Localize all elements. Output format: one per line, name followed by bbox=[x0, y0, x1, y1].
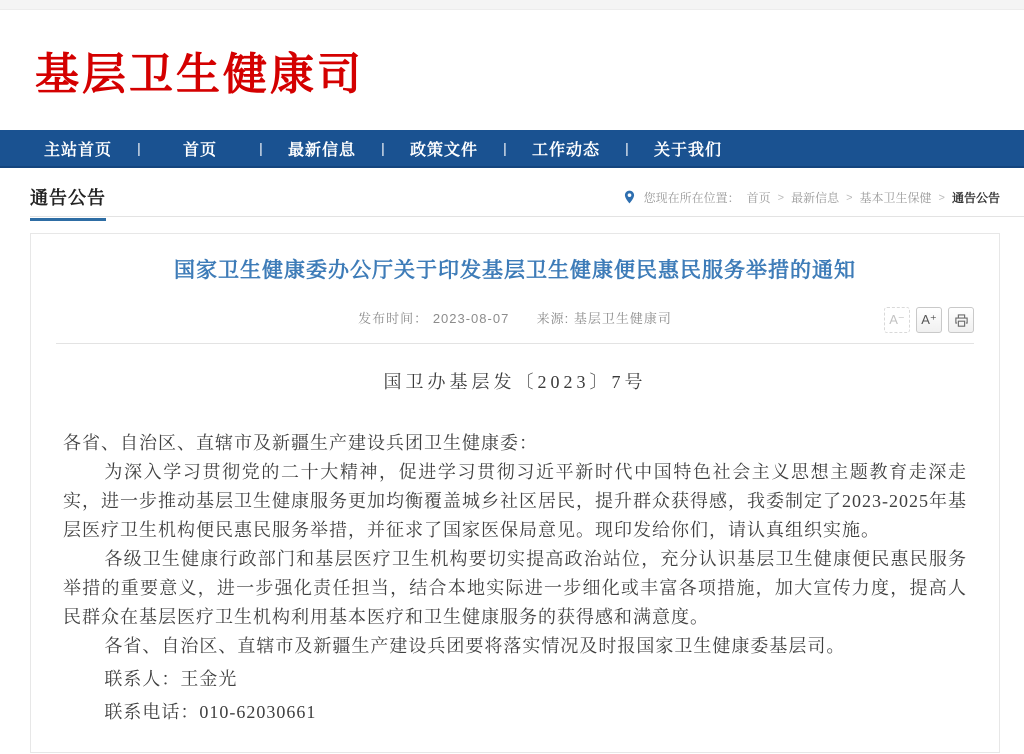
publish-time-value: 2023-08-07 bbox=[432, 311, 510, 326]
section-bar bbox=[30, 184, 1024, 217]
font-decrease-button[interactable]: A⁻ bbox=[884, 307, 910, 333]
breadcrumb-separator: > bbox=[938, 191, 945, 204]
article-header bbox=[56, 234, 974, 344]
paragraph-2: 各级卫生健康行政部门和基层医疗卫生机构要切实提高政治站位，充分认识基层卫生健康便民惠民服务举措的重要意义，进一步强化责任担当，结合本地实际进一步细化或丰富各项措施，加大宣传力度，提高人民群众在基层医疗卫生机构利用基本医疗和卫生健康服务的获得感和满意度。 bbox=[63, 549, 967, 627]
nav-separator: | bbox=[503, 140, 507, 156]
paragraphs-container bbox=[63, 429, 967, 727]
section-title: 通告公告 bbox=[30, 184, 106, 221]
article-meta bbox=[56, 308, 974, 327]
main-nav bbox=[0, 130, 1024, 168]
nav-separator: | bbox=[625, 140, 629, 156]
nav-separator: | bbox=[137, 140, 141, 156]
breadcrumb-link-0[interactable]: 首页 bbox=[746, 191, 771, 205]
printer-icon bbox=[954, 313, 969, 328]
breadcrumb-separator: > bbox=[846, 191, 853, 204]
nav-item-0[interactable]: 主站首页 bbox=[43, 141, 112, 159]
breadcrumb-separator: > bbox=[777, 191, 785, 204]
breadcrumb-items bbox=[747, 189, 1000, 206]
source-value: 基层卫生健康司 bbox=[573, 311, 672, 326]
nav-item-2[interactable]: 最新信息 bbox=[287, 141, 356, 159]
document-number: 国卫办基层发〔2023〕7号 bbox=[383, 372, 647, 392]
nav-separator: | bbox=[259, 140, 263, 156]
font-increase-button[interactable]: A⁺ bbox=[916, 307, 942, 333]
nav-separator: | bbox=[381, 140, 385, 156]
article-box bbox=[30, 233, 1000, 753]
paragraph-1: 为深入学习贯彻党的二十大精神，促进学习贯彻习近平新时代中国特色社会主义思想主题教育走深走实，进一步推动基层卫生健康服务更加均衡覆盖城乡社区居民，提升群众获得感，我委制定了2023-2025年基层医疗卫生机构便民惠民服务举措，并征求了国家医保局意见。现印发给你们，请认真组织实施。 bbox=[63, 462, 967, 540]
nav-item-1[interactable]: 首页 bbox=[182, 141, 217, 159]
font-tools bbox=[884, 307, 974, 333]
breadcrumb-link-1[interactable]: 最新信息 bbox=[791, 191, 840, 205]
nav-item-3[interactable]: 政策文件 bbox=[409, 141, 478, 159]
paragraph-4: 联系人：王金光 bbox=[104, 669, 238, 689]
paragraph-5: 联系电话：010-62030661 bbox=[104, 702, 317, 722]
breadcrumb-link-2[interactable]: 基本卫生保健 bbox=[859, 191, 932, 205]
article-title: 国家卫生健康委办公厅关于印发基层卫生健康便民惠民服务举措的通知 bbox=[174, 259, 856, 282]
nav-item-5[interactable]: 关于我们 bbox=[653, 141, 722, 159]
site-header bbox=[0, 10, 1024, 130]
top-strip bbox=[0, 0, 1024, 10]
article-body bbox=[31, 344, 999, 754]
source-label: 来源: bbox=[536, 311, 570, 326]
paragraph-3: 各省、自治区、直辖市及新疆生产建设兵团要将落实情况及时报国家卫生健康委基层司。 bbox=[104, 636, 846, 656]
location-pin-icon bbox=[624, 190, 635, 207]
breadcrumb-prefix: 您现在所在位置： bbox=[643, 191, 740, 205]
print-button[interactable] bbox=[948, 307, 974, 333]
publish-time-label: 发布时间： bbox=[358, 311, 429, 326]
breadcrumb-current: 通告公告 bbox=[951, 191, 1000, 205]
paragraph-0: 各省、自治区、直辖市及新疆生产建设兵团卫生健康委： bbox=[63, 433, 538, 453]
nav-item-4[interactable]: 工作动态 bbox=[531, 141, 600, 159]
site-title: 基层卫生健康司 bbox=[35, 50, 364, 99]
breadcrumb bbox=[624, 189, 1000, 206]
